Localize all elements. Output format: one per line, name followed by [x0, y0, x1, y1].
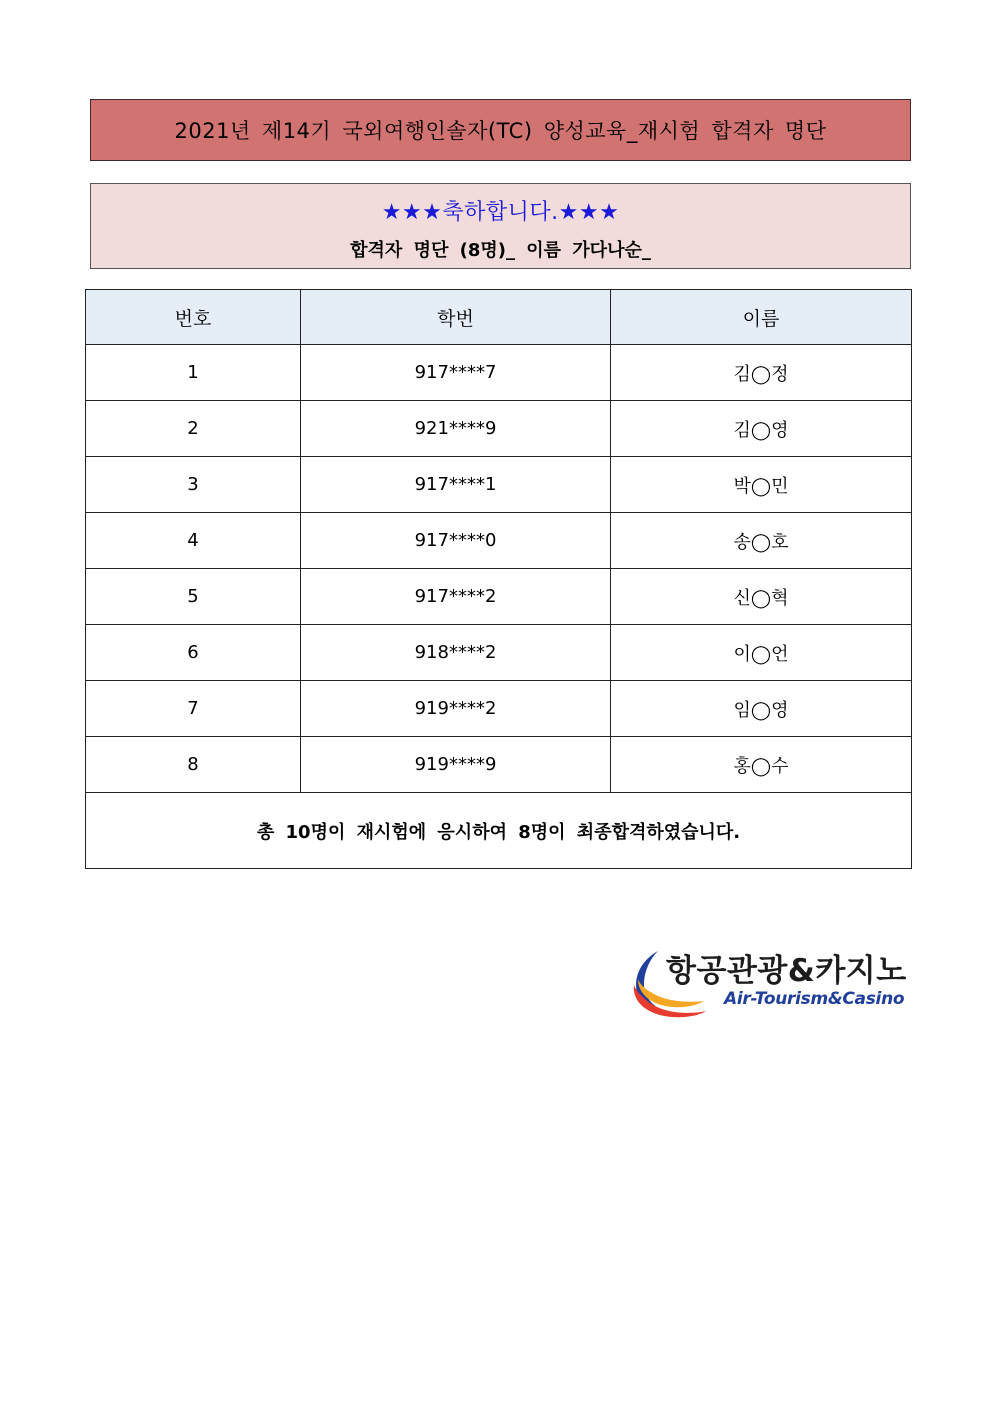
cell-number: 1: [86, 345, 301, 401]
cell-name: 이◯언: [611, 625, 912, 681]
cell-name: 김◯영: [611, 401, 912, 457]
logo-english-text: Air-Tourism&Casino: [724, 989, 905, 1009]
congrats-headline: ★★★축하합니다.★★★: [381, 199, 620, 225]
table-row: [86, 737, 912, 793]
cell-name: 김◯정: [611, 345, 912, 401]
table-row: [86, 345, 912, 401]
cell-number: 4: [86, 513, 301, 569]
pass-list-table: [85, 289, 912, 869]
cell-name: 신◯혁: [611, 569, 912, 625]
table-header-row: [86, 290, 912, 345]
cell-number: 6: [86, 625, 301, 681]
cell-name: 임◯영: [611, 681, 912, 737]
cell-student-id: 917****7: [301, 345, 611, 401]
congrats-banner: [90, 183, 911, 269]
cell-name: 송◯호: [611, 513, 912, 569]
logo-korean-text: 항공관광&카지노: [666, 953, 907, 989]
table-row: [86, 513, 912, 569]
cell-number: 2: [86, 401, 301, 457]
header-student-id: 학번: [301, 290, 611, 345]
table-row: [86, 625, 912, 681]
header-number: 번호: [86, 290, 301, 345]
pass-count-line: 합격자 명단 (8명)_ 이름 가다나순_: [350, 239, 651, 261]
cell-student-id: 919****9: [301, 737, 611, 793]
table-row: [86, 401, 912, 457]
cell-number: 3: [86, 457, 301, 513]
cell-name: 박◯민: [611, 457, 912, 513]
air-tourism-casino-logo: [628, 945, 913, 1021]
cell-number: 8: [86, 737, 301, 793]
header-name: 이름: [611, 290, 912, 345]
cell-student-id: 918****2: [301, 625, 611, 681]
table-footer-row: [86, 793, 912, 869]
cell-student-id: 917****0: [301, 513, 611, 569]
cell-student-id: 917****2: [301, 569, 611, 625]
table-row: [86, 457, 912, 513]
cell-student-id: 917****1: [301, 457, 611, 513]
table-row: [86, 569, 912, 625]
table-row: [86, 681, 912, 737]
cell-name: 홍◯수: [611, 737, 912, 793]
page-title: 2021년 제14기 국외여행인솔자(TC) 양성교육_재시험 합격자 명단: [90, 99, 911, 161]
cell-number: 7: [86, 681, 301, 737]
table-body: [86, 345, 912, 793]
cell-student-id: 921****9: [301, 401, 611, 457]
cell-number: 5: [86, 569, 301, 625]
summary-note: 총 10명이 재시험에 응시하여 8명이 최종합격하였습니다.: [86, 793, 912, 869]
cell-student-id: 919****2: [301, 681, 611, 737]
